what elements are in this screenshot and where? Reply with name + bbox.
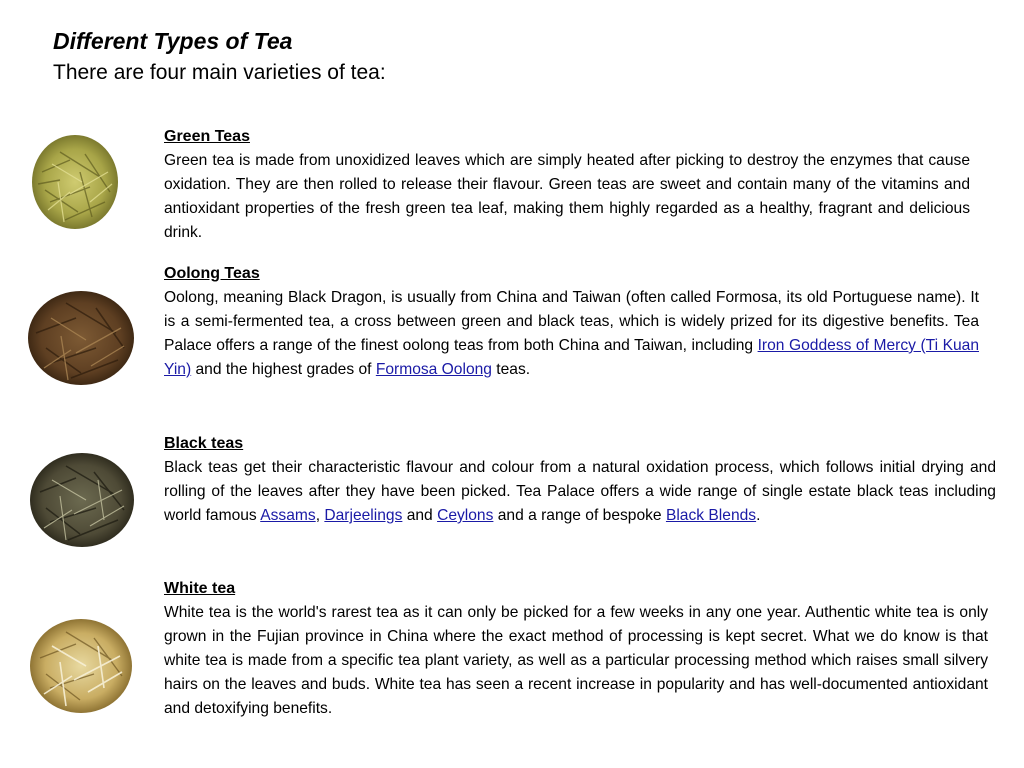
black-tea-leaves-icon (28, 450, 136, 550)
white-tea-leaves-icon (28, 616, 134, 716)
section-white-tea (164, 577, 988, 721)
body-text: . (756, 507, 761, 524)
link-ceylons[interactable]: Ceylons (437, 507, 494, 524)
link-formosa-oolong[interactable]: Formosa Oolong (375, 361, 492, 378)
section-heading: Black teas (164, 435, 244, 452)
section-heading: Green Teas (164, 128, 250, 145)
body-text: and (402, 507, 438, 524)
oolong-tea-leaves-icon (26, 288, 136, 388)
section-heading: White tea (164, 580, 236, 597)
section-oolong-teas (164, 262, 979, 382)
section-body: Green tea is made from unoxidized leaves which are simply heated after picking to destroy the enzymes that cause oxidation. They are then rolled to release their flavour. Green teas are sweet and contain many of the vitamins and antioxidant properties of the fresh green tea leaf, making them highly regarded as a healthy, fragrant and delicious drink. (164, 152, 970, 241)
link-black-blends[interactable]: Black Blends (665, 507, 757, 524)
body-text: and a range of bespoke (493, 507, 666, 524)
section-green-teas (164, 125, 970, 245)
body-text: , (315, 507, 325, 524)
link-iron-goddess[interactable]: Iron Goddess of Mercy (Ti Kuan Yin) (164, 337, 979, 378)
page-subtitle: There are four main varieties of tea: (53, 61, 386, 84)
green-tea-leaves-icon (30, 132, 120, 232)
section-black-teas (164, 432, 996, 528)
section-body: White tea is the world's rarest tea as it can only be picked for a few weeks in any one year. Authentic white tea is only grown in the Fujian province in China where the exact method of processing is kept secret. What we do know is that white tea is made from a specific tea plant variety, as well as a particular processing method which raises small silvery hairs on the leaves and buds. White tea has seen a recent increase in popularity and has well-documented antioxidant and detoxifying benefits. (164, 604, 988, 717)
section-body (164, 286, 979, 382)
body-text: Oolong, meaning Black Dragon, is usually from China and Taiwan (often called Formosa, its old Portuguese name). It is a semi-fermented tea, a cross between green and black teas, which is widely prized for its digestive benefits. Tea Palace offers a range of the finest oolong teas from both China and Taiwan, including (164, 289, 979, 354)
page-title: Different Types of Tea (53, 28, 293, 54)
section-body (164, 456, 996, 528)
body-text: Black teas get their characteristic flavour and colour from a natural oxidation process, which follows initial drying and rolling of the leaves after they have been picked. Tea Palace offers a wide range of single estate black teas including world famous (164, 459, 996, 524)
body-text: teas. (491, 361, 531, 378)
section-heading: Oolong Teas (164, 265, 260, 282)
link-darjeelings[interactable]: Darjeelings (324, 507, 403, 524)
body-text: and the highest grades of (191, 361, 376, 378)
link-assams[interactable]: Assams (260, 507, 316, 524)
